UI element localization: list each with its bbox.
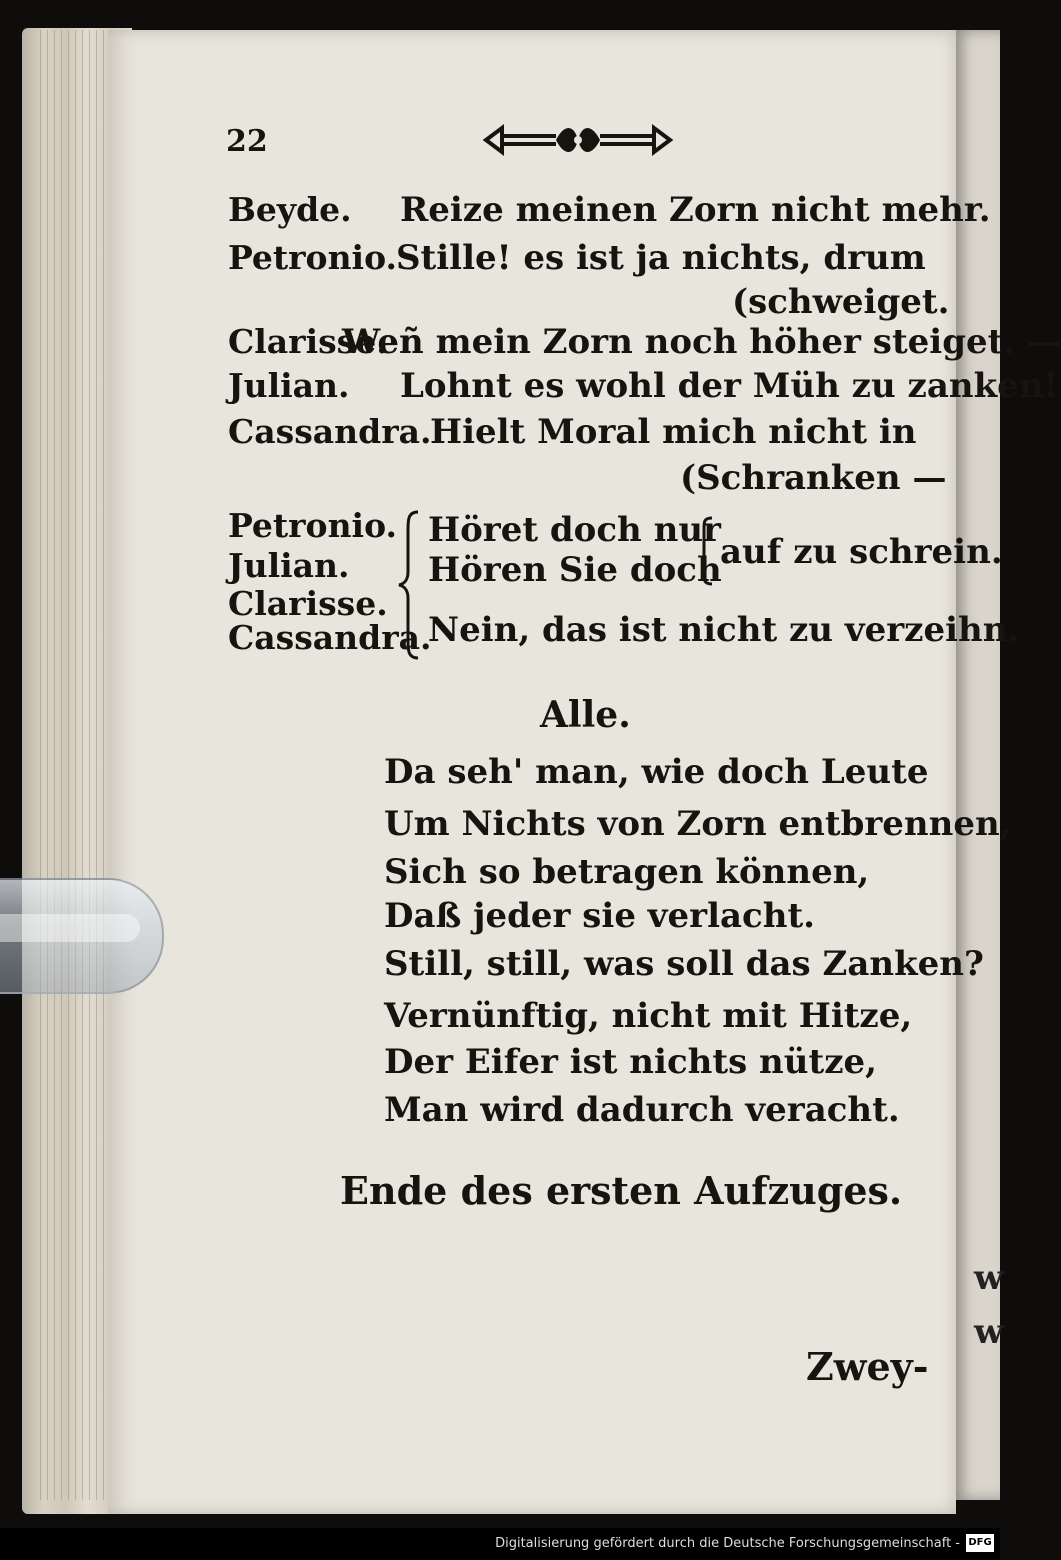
footer-bar — [0, 1528, 1000, 1560]
act-end-heading: Ende des ersten Aufzuges. — [340, 1168, 903, 1213]
chorus-line: Da seh' man, wie doch Leute — [384, 752, 929, 792]
chorus-line: Sich so betragen können, — [384, 852, 870, 892]
brace-icon — [396, 510, 422, 660]
footer-text: Digitalisierung gefördert durch die Deutsche Forschungsgemeinschaft - — [495, 1536, 960, 1551]
chorus-line: Vernünftig, nicht mit Hitze, — [384, 996, 913, 1036]
ensemble-speaker: Petronio. — [228, 506, 398, 545]
dialogue-line: Stille! es ist ja nichts, drum — [396, 238, 926, 278]
chorus-line: Der Eifer ist nichts nütze, — [384, 1042, 877, 1082]
dialogue-line: Weñ mein Zorn noch höher steiget. — — [342, 322, 1061, 362]
chorus-line: Man wird dadurch veracht. — [384, 1090, 900, 1130]
ensemble-line: Hören Sie doch — [428, 550, 722, 590]
chorus-line: Um Nichts von Zorn entbrennen, — [384, 804, 1012, 844]
speaker-name: Cassandra. — [228, 412, 432, 451]
ensemble-shared-line: auf zu schrein. — [720, 532, 1003, 572]
dfg-logo: DFG — [966, 1534, 994, 1552]
ensemble-speaker: Julian. — [228, 546, 350, 585]
ensemble-line: Nein, das ist nicht zu verzeihn. — [428, 610, 1020, 650]
bracket-icon — [696, 516, 716, 586]
chorus-line: Daß jeder sie verlacht. — [384, 896, 816, 936]
speaker-name: Beyde. — [228, 190, 352, 229]
speaker-name: Julian. — [228, 366, 350, 405]
dialogue-line: Hielt Moral mich nicht in — [430, 412, 917, 452]
next-page-fragment: w — [974, 1258, 1004, 1298]
next-page-fragment: w — [974, 1312, 1004, 1352]
ornament-icon — [480, 118, 676, 162]
chorus-heading: Alle. — [540, 694, 631, 736]
page-number: 22 — [226, 124, 268, 159]
dialogue-line: Reize meinen Zorn nicht mehr. — [400, 190, 991, 230]
next-page-edge — [952, 30, 1004, 1500]
dialogue-line-continuation: (Schranken — — [680, 458, 947, 498]
chorus-line: Still, still, was soll das Zanken? — [384, 944, 984, 984]
ensemble-speaker: Clarisse. — [228, 584, 388, 623]
dialogue-line-continuation: (schweiget. — [732, 282, 950, 322]
ensemble-speaker: Cassandra. — [228, 618, 432, 657]
speaker-name: Clarisse. — [228, 322, 388, 361]
page-clip — [0, 878, 164, 994]
speaker-name: Petronio. — [228, 238, 398, 277]
ensemble-line: Höret doch nur — [428, 510, 721, 550]
catchword: Zwey- — [806, 1344, 929, 1389]
dialogue-line: Lohnt es wohl der Müh zu zanken! — [400, 366, 1059, 406]
